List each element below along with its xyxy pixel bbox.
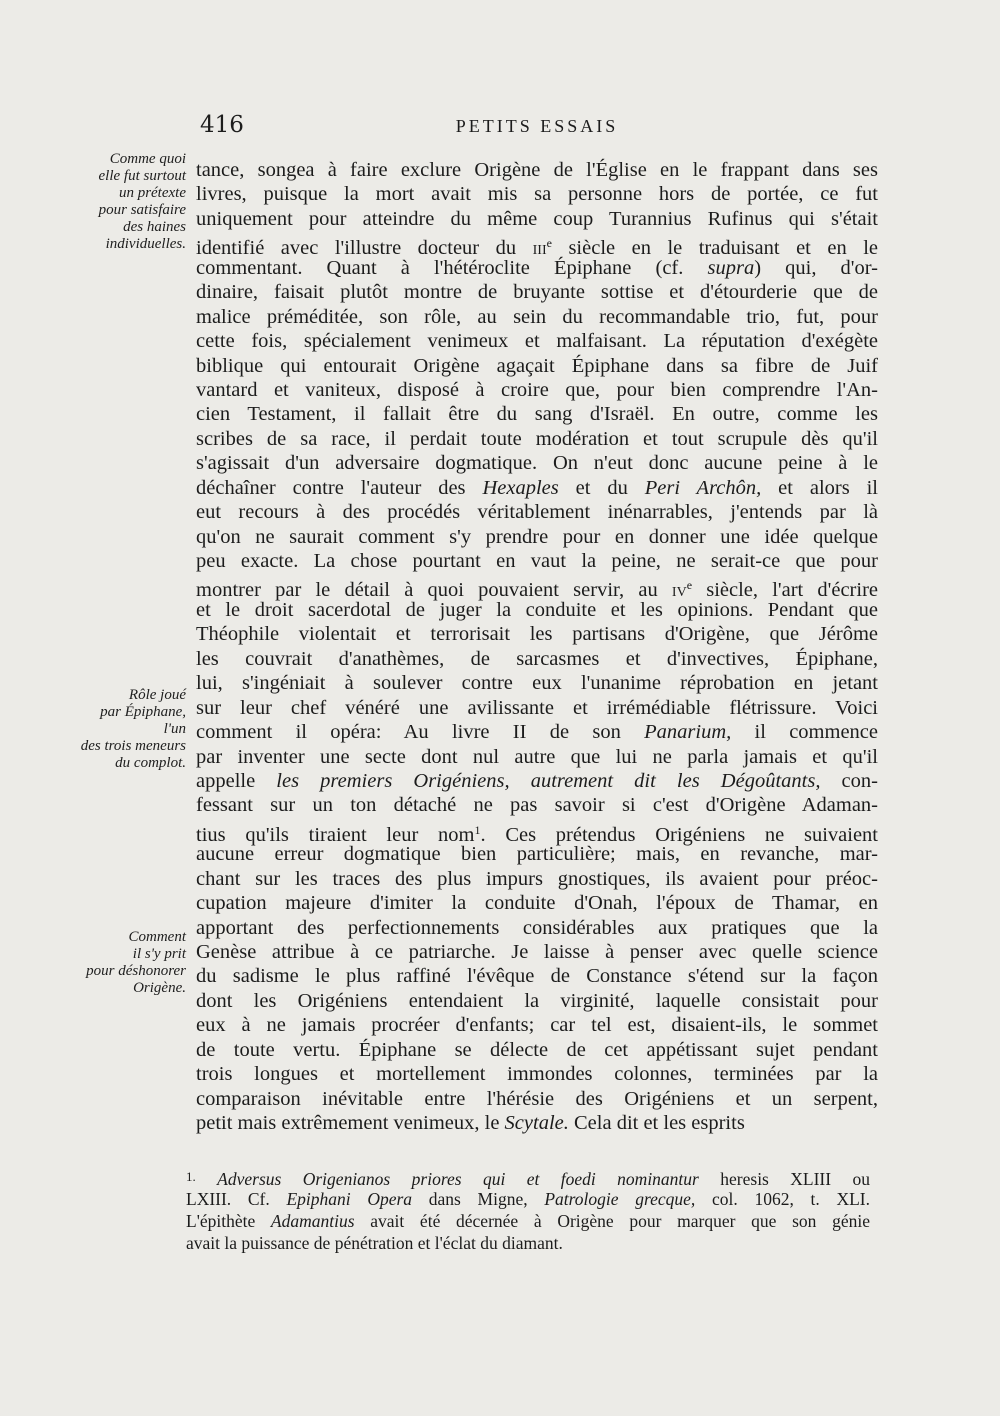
text-run: s'agissait d'un adversaire dogmatique. On n'eut donc aucune peine à le [196, 452, 878, 475]
text-run: col. 1062, t. XLI. [695, 1189, 871, 1209]
text-line [196, 1087, 878, 1111]
text-run: par inventer une secte dont nul autre que lui ne parla jamais et qu'il [196, 745, 878, 768]
text-run: heresis XLIII ou [698, 1169, 870, 1189]
text-run: malice préméditée, son rôle, au sein du recommandable trio, fut, pour [196, 305, 878, 328]
text-line [196, 476, 878, 500]
text-run: tance, songea à faire exclure Origène de l'Église en le frappant dans ses [196, 159, 878, 181]
marginal-note-line: du complot. [115, 755, 186, 771]
text-line [196, 769, 878, 793]
text-line [196, 402, 878, 426]
text-run: identifié avec l'illustre docteur du [196, 237, 533, 260]
text-line [196, 158, 878, 182]
text-run: cien Testament, il fallait être du sang d'Israël. En outre, comme les [196, 403, 878, 426]
italic-run: Peri Archôn, [644, 476, 762, 499]
text-run: du sadisme le plus raffiné l'évêque de Constance s'étend sur la façon [196, 965, 878, 988]
text-run [196, 1169, 217, 1189]
text-run: siècle, l'art d'écrire [692, 579, 878, 602]
text-run: et du [558, 476, 645, 499]
marginal-note-line: Rôle joué [128, 687, 186, 703]
italic-run: Adversus Origenianos priores qui et foedi nominantur [217, 1169, 699, 1189]
marginal-note-line: pour satisfaire [98, 202, 186, 218]
text-line [196, 818, 878, 846]
text-run: . Ces prétendus Origéniens ne suivaient [480, 823, 878, 846]
italic-run: Hexaples [482, 476, 559, 499]
text-run: uniquement pour atteindre du même coup Turannius Rufinus qui s'était [196, 207, 878, 230]
text-run: fessant sur un ton détaché ne pas savoir si c'est d'Origène Adaman- [196, 794, 878, 817]
text-run: apportant des perfectionnements considérables aux pratiques que la [196, 916, 878, 939]
text-run: dont les Origéniens entendaient la virginité, laquelle consistait pour [196, 989, 878, 1012]
italic-run: supra [707, 256, 755, 279]
footnote-line [186, 1210, 870, 1232]
text-line [196, 1111, 878, 1135]
text-run: il commence [731, 721, 878, 744]
text-run: LXIII. Cf. [186, 1189, 287, 1209]
text-run: montrer par le détail à quoi pouvaient servir, au [196, 579, 672, 602]
text-line [196, 671, 878, 695]
text-run: eux à ne jamais procréer d'enfants; car tel est, disaient-ils, le sommet [196, 1014, 878, 1037]
text-line [196, 256, 878, 280]
marginal-note-line: individuelles. [105, 236, 186, 252]
text-line [196, 891, 878, 915]
text-line [196, 647, 878, 671]
text-run: vantard et vaniteux, disposé à croire que, pour bien comprendre l'An- [196, 378, 878, 401]
italic-run: Epiphani Opera [286, 1189, 413, 1209]
text-run: Genèse attribue à ce patriarche. Je laisse à penser avec quelle science [196, 941, 878, 963]
text-run: appelle [196, 769, 277, 792]
footnote-number: 1. [186, 1169, 196, 1184]
text-line [196, 598, 878, 622]
text-line [196, 622, 878, 646]
text-run: sur leur chef vénéré une avilissante et irrémédiable flétrissure. Voici [196, 696, 878, 719]
footnote-line [186, 1232, 870, 1254]
text-run: qu'on ne saurait comment s'y prendre pour en donner une idée quelque [196, 525, 878, 548]
text-run: tius qu'ils tiraient leur nom [196, 823, 475, 846]
superscript: e [546, 236, 552, 251]
text-run: et le droit sacerdotal de juger la conduite et les opinions. Pendant que [196, 598, 878, 621]
text-line [196, 1038, 878, 1062]
marginal-note-line: des haines [123, 219, 186, 235]
text-line [196, 378, 878, 402]
superscript: 1 [474, 822, 481, 837]
text-run: chant sur les traces des plus impurs gnostiques, ils avaient pour préoc- [196, 867, 878, 890]
text-line [196, 305, 878, 329]
text-line [196, 867, 878, 891]
marginal-note-line: pour déshonorer [86, 963, 186, 979]
marginal-note-line: elle fut surtout [98, 168, 186, 184]
text-run: lui, s'ingéniait à soulever contre eux l'unanime réprobation en jetant [196, 672, 878, 695]
marginal-note-line: il s'y prit [132, 946, 186, 962]
text-run: siècle en le traduisant et en le [551, 237, 878, 260]
text-line [196, 1062, 878, 1086]
small-caps-run: iv [671, 579, 687, 602]
text-run: de toute vertu. Épiphane se délecte de cet appétissant sujet pendant [196, 1038, 878, 1061]
text-run: livres, puisque la mort avait mis sa personne hors de portée, ce fut [196, 183, 878, 206]
text-run: trois longues et mortellement immondes colonnes, terminées par la [196, 1063, 878, 1086]
text-run: dans Migne, [412, 1189, 545, 1209]
marginal-note [74, 151, 186, 253]
text-line [196, 427, 878, 451]
text-line [196, 182, 878, 206]
text-run: cupation majeure d'imiter la conduite d'Onah, l'époux de Thamar, en [196, 892, 878, 915]
italic-run: Patrologie grecque, [544, 1189, 696, 1209]
text-line [196, 1013, 878, 1037]
marginal-note-line: Comme quoi [109, 151, 186, 167]
text-run: eut recours à des procédés véritablement inénarrables, j'entends par là [196, 501, 878, 524]
text-run: Cela dit et les esprits [568, 1112, 745, 1135]
text-line [196, 451, 878, 475]
italic-run: les premiers Origéniens, autrement dit les Dégoûtants, [276, 769, 821, 792]
text-run: et alors il [761, 476, 879, 499]
italic-run: Adamantius [270, 1211, 355, 1231]
text-line [196, 916, 878, 940]
body-text [196, 158, 878, 1136]
text-run: con- [820, 769, 878, 792]
text-line [196, 989, 878, 1013]
italic-run: Scytale. [504, 1112, 569, 1135]
text-line [196, 793, 878, 817]
text-run: Théophile violentait et terrorisait les partisans d'Origène, que Jérôme [196, 623, 878, 646]
text-line [196, 500, 878, 524]
page-number: 416 [200, 112, 244, 138]
marginal-note-line: Comment [128, 929, 186, 945]
text-line [196, 231, 878, 260]
text-run: peu exacte. La chose pourtant en vaut la peine, ne serait-ce que pour [196, 550, 878, 572]
text-run: les couvrait d'anathèmes, de sarcasmes et d'invectives, Épiphane, [196, 647, 878, 670]
text-run: déchaîner contre l'auteur des [196, 476, 483, 499]
marginal-note [74, 687, 186, 772]
marginal-note [74, 929, 186, 997]
marginal-note-line: par Épiphane, [100, 704, 186, 720]
footnotes [186, 1166, 870, 1254]
text-line [196, 354, 878, 378]
marginal-note-line: Origène. [133, 980, 186, 996]
text-line [196, 720, 878, 744]
text-line [196, 207, 878, 231]
text-line [196, 573, 878, 602]
text-run: biblique qui entourait Origène agaçait Épiphane dans sa fibre de Juif [196, 354, 878, 377]
text-line [196, 964, 878, 988]
text-run: scribes de sa race, il perdait toute modération et tout scrupule dès qu'il [196, 427, 878, 450]
text-run: avait été décernée à Origène pour marquer que son génie [354, 1211, 870, 1231]
text-line [196, 280, 878, 304]
text-run: commentant. Quant à l'hétéroclite Épiphane (cf. [196, 256, 708, 279]
text-line [196, 745, 878, 769]
text-run: L'épithète [186, 1211, 271, 1231]
text-run: comparaison inévitable entre l'hérésie des Origéniens et un serpent, [196, 1087, 878, 1110]
text-run: aucune erreur dogmatique bien particulière; mais, en revanche, mar- [196, 843, 878, 866]
text-line [196, 696, 878, 720]
superscript: e [686, 578, 693, 593]
marginal-note-line: l'un [163, 721, 186, 737]
italic-run: Panarium, [644, 721, 732, 744]
text-run: cette fois, spécialement venimeux et malfaisant. La réputation d'exégète [196, 330, 878, 353]
text-run: petit mais extrêmement venimeux, le [196, 1112, 505, 1135]
text-run: avait la puissance de pénétration et l'éclat du diamant. [186, 1233, 563, 1253]
text-run: comment il opéra: Au livre II de son [196, 721, 645, 744]
text-line [196, 549, 878, 573]
footnote-line [186, 1166, 870, 1188]
running-title: PETITS ESSAIS [455, 116, 619, 136]
footnote-line [186, 1188, 870, 1210]
small-caps-run: iii [532, 237, 547, 260]
text-run: ) qui, d'or- [754, 256, 878, 279]
marginal-note-line: un prétexte [118, 185, 186, 201]
page-header [196, 112, 878, 148]
text-line [196, 525, 878, 549]
text-line [196, 940, 878, 964]
text-line [196, 329, 878, 353]
marginal-note-line: des trois meneurs [80, 738, 186, 754]
text-run: dinaire, faisait plutôt montre de bruyante sottise et d'étourderie que de [196, 281, 878, 304]
text-line [196, 842, 878, 866]
